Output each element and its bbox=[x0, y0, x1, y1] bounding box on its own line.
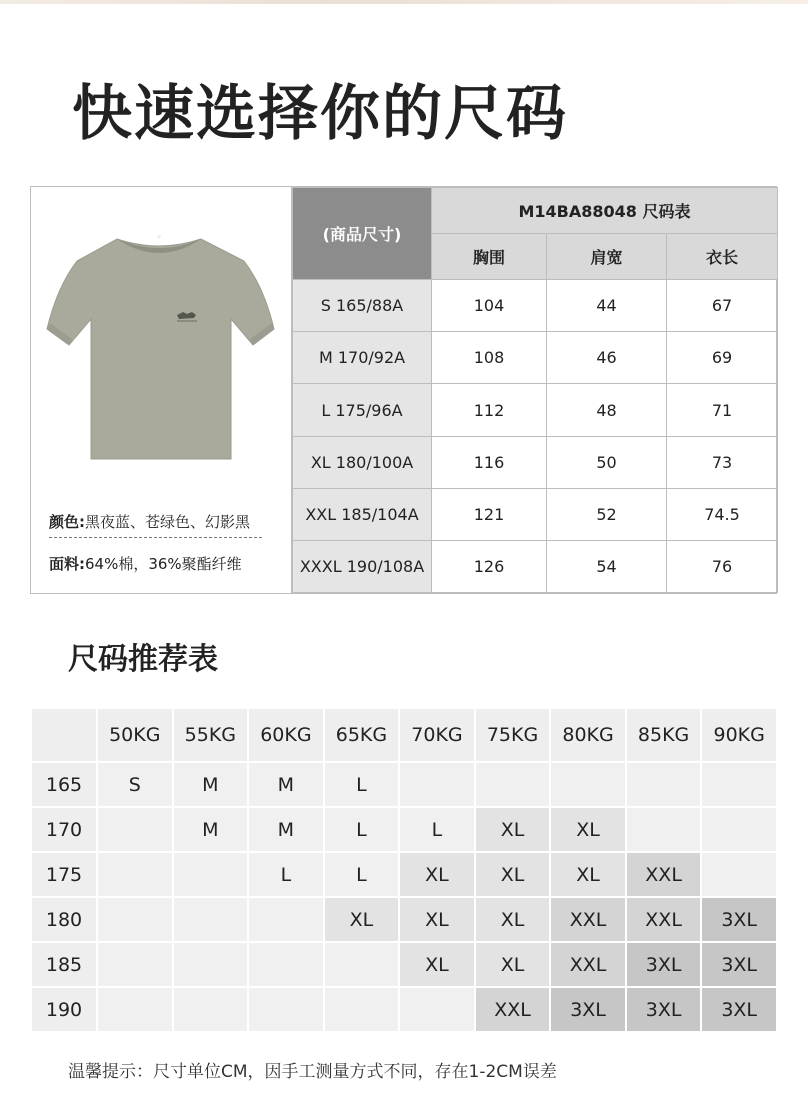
weight-header-cell: 85KG bbox=[627, 709, 701, 761]
measurement-cell: 108 bbox=[432, 332, 547, 384]
product-panel bbox=[31, 187, 292, 593]
measurement-cell: 50 bbox=[547, 436, 667, 488]
recommend-row bbox=[32, 763, 776, 806]
measurement-cell: 69 bbox=[667, 332, 778, 384]
recommend-size-cell: XL bbox=[400, 853, 474, 896]
recommend-size-cell bbox=[98, 853, 172, 896]
corner-cell bbox=[32, 709, 96, 761]
measurement-cell: 73 bbox=[667, 436, 778, 488]
recommend-size-cell: M bbox=[174, 808, 248, 851]
recommend-size-cell bbox=[174, 988, 248, 1031]
recommend-size-cell bbox=[702, 808, 776, 851]
recommend-size-cell: L bbox=[400, 808, 474, 851]
measurement-cell: 54 bbox=[547, 540, 667, 592]
size-label-cell: XL 180/100A bbox=[293, 436, 432, 488]
size-recommend-table bbox=[30, 707, 778, 1033]
size-row bbox=[293, 384, 778, 436]
measurement-cell: 44 bbox=[547, 280, 667, 332]
size-label-cell: S 165/88A bbox=[293, 280, 432, 332]
measurement-cell: 48 bbox=[547, 384, 667, 436]
size-label-cell: M 170/92A bbox=[293, 332, 432, 384]
measurement-cell: 46 bbox=[547, 332, 667, 384]
recommend-size-cell bbox=[400, 763, 474, 806]
recommend-size-cell bbox=[249, 988, 323, 1031]
recommend-size-cell: XXL bbox=[476, 988, 550, 1031]
color-value: 黑夜蓝、苍绿色、幻影黑 bbox=[85, 513, 251, 531]
measurement-note: 温馨提示：尺寸单位CM，因手工测量方式不同，存在1-2CM误差 bbox=[68, 1062, 557, 1082]
weight-header-cell: 50KG bbox=[98, 709, 172, 761]
measurement-cell: 67 bbox=[667, 280, 778, 332]
measurement-cell: 71 bbox=[667, 384, 778, 436]
recommend-size-cell: XL bbox=[476, 808, 550, 851]
weight-header-cell: 80KG bbox=[551, 709, 625, 761]
fabric-info bbox=[49, 553, 242, 574]
size-chart-block bbox=[30, 186, 777, 594]
weight-header-cell: 75KG bbox=[476, 709, 550, 761]
column-header: 肩宽 bbox=[547, 234, 667, 280]
measurement-cell: 121 bbox=[432, 488, 547, 540]
tshirt-image bbox=[39, 227, 279, 467]
measurement-cell: 104 bbox=[432, 280, 547, 332]
recommend-size-cell bbox=[627, 808, 701, 851]
recommend-size-cell: XL bbox=[400, 943, 474, 986]
recommend-row bbox=[32, 988, 776, 1031]
color-label: 颜色: bbox=[49, 513, 85, 531]
recommend-size-cell: XXL bbox=[627, 898, 701, 941]
fabric-label: 面料: bbox=[49, 555, 85, 573]
fabric-value: 64%棉，36%聚酯纤维 bbox=[85, 555, 242, 573]
height-cell: 165 bbox=[32, 763, 96, 806]
recommend-size-cell bbox=[627, 763, 701, 806]
recommend-size-cell bbox=[249, 898, 323, 941]
recommend-size-cell bbox=[174, 853, 248, 896]
recommend-title: 尺码推荐表 bbox=[68, 642, 218, 677]
size-row bbox=[293, 280, 778, 332]
recommend-size-cell: L bbox=[249, 853, 323, 896]
recommend-size-cell: M bbox=[174, 763, 248, 806]
recommend-size-cell bbox=[551, 763, 625, 806]
size-table bbox=[292, 187, 778, 593]
recommend-size-cell bbox=[98, 898, 172, 941]
recommend-size-cell: 3XL bbox=[702, 898, 776, 941]
recommend-size-cell: M bbox=[249, 808, 323, 851]
recommend-size-cell: XL bbox=[476, 943, 550, 986]
recommend-size-cell: XXL bbox=[551, 943, 625, 986]
weight-header-cell: 55KG bbox=[174, 709, 248, 761]
weight-header-cell: 70KG bbox=[400, 709, 474, 761]
recommend-size-cell: 3XL bbox=[702, 988, 776, 1031]
top-decor-line bbox=[0, 0, 808, 4]
height-cell: 175 bbox=[32, 853, 96, 896]
measurement-cell: 76 bbox=[667, 540, 778, 592]
recommend-size-cell: XL bbox=[476, 853, 550, 896]
recommend-size-cell bbox=[400, 988, 474, 1031]
recommend-size-cell: 3XL bbox=[627, 943, 701, 986]
dashed-divider bbox=[49, 537, 262, 538]
recommend-size-cell bbox=[249, 943, 323, 986]
color-info bbox=[49, 511, 250, 532]
recommend-row bbox=[32, 853, 776, 896]
weight-header-cell: 90KG bbox=[702, 709, 776, 761]
size-label-cell: XXL 185/104A bbox=[293, 488, 432, 540]
size-chart-code-title: M14BA88048 尺码表 bbox=[432, 188, 778, 234]
recommend-size-cell: XL bbox=[400, 898, 474, 941]
height-cell: 185 bbox=[32, 943, 96, 986]
weight-header-cell: 65KG bbox=[325, 709, 399, 761]
size-row bbox=[293, 332, 778, 384]
recommend-size-cell: XL bbox=[476, 898, 550, 941]
measurement-cell: 52 bbox=[547, 488, 667, 540]
recommend-size-cell: XL bbox=[325, 898, 399, 941]
recommend-size-cell bbox=[702, 763, 776, 806]
recommend-size-cell bbox=[325, 988, 399, 1031]
recommend-size-cell: XXL bbox=[551, 898, 625, 941]
column-header: 衣长 bbox=[667, 234, 778, 280]
weight-header-cell: 60KG bbox=[249, 709, 323, 761]
recommend-size-cell bbox=[98, 988, 172, 1031]
size-row bbox=[293, 540, 778, 592]
recommend-row bbox=[32, 808, 776, 851]
height-cell: 170 bbox=[32, 808, 96, 851]
recommend-size-cell bbox=[98, 943, 172, 986]
recommend-size-cell bbox=[476, 763, 550, 806]
recommend-size-cell bbox=[174, 898, 248, 941]
size-row bbox=[293, 436, 778, 488]
recommend-size-cell: L bbox=[325, 763, 399, 806]
measurement-cell: 112 bbox=[432, 384, 547, 436]
recommend-size-cell: L bbox=[325, 808, 399, 851]
recommend-size-cell: XL bbox=[551, 808, 625, 851]
column-header: 胸围 bbox=[432, 234, 547, 280]
size-header-cell: (商品尺寸) bbox=[293, 188, 432, 280]
recommend-size-cell bbox=[174, 943, 248, 986]
recommend-size-cell: L bbox=[325, 853, 399, 896]
recommend-size-cell: 3XL bbox=[702, 943, 776, 986]
recommend-size-cell: 3XL bbox=[627, 988, 701, 1031]
measurement-cell: 126 bbox=[432, 540, 547, 592]
recommend-size-cell: XXL bbox=[627, 853, 701, 896]
recommend-size-cell bbox=[98, 808, 172, 851]
page-title: 快速选择你的尺码 bbox=[72, 79, 568, 149]
height-cell: 180 bbox=[32, 898, 96, 941]
size-label-cell: L 175/96A bbox=[293, 384, 432, 436]
recommend-row bbox=[32, 898, 776, 941]
recommend-size-cell bbox=[325, 943, 399, 986]
size-row bbox=[293, 488, 778, 540]
size-label-cell: XXXL 190/108A bbox=[293, 540, 432, 592]
recommend-size-cell: XL bbox=[551, 853, 625, 896]
measurement-cell: 74.5 bbox=[667, 488, 778, 540]
recommend-size-cell: M bbox=[249, 763, 323, 806]
recommend-size-cell bbox=[702, 853, 776, 896]
height-cell: 190 bbox=[32, 988, 96, 1031]
measurement-cell: 116 bbox=[432, 436, 547, 488]
recommend-row bbox=[32, 943, 776, 986]
recommend-size-cell: S bbox=[98, 763, 172, 806]
recommend-size-cell: 3XL bbox=[551, 988, 625, 1031]
